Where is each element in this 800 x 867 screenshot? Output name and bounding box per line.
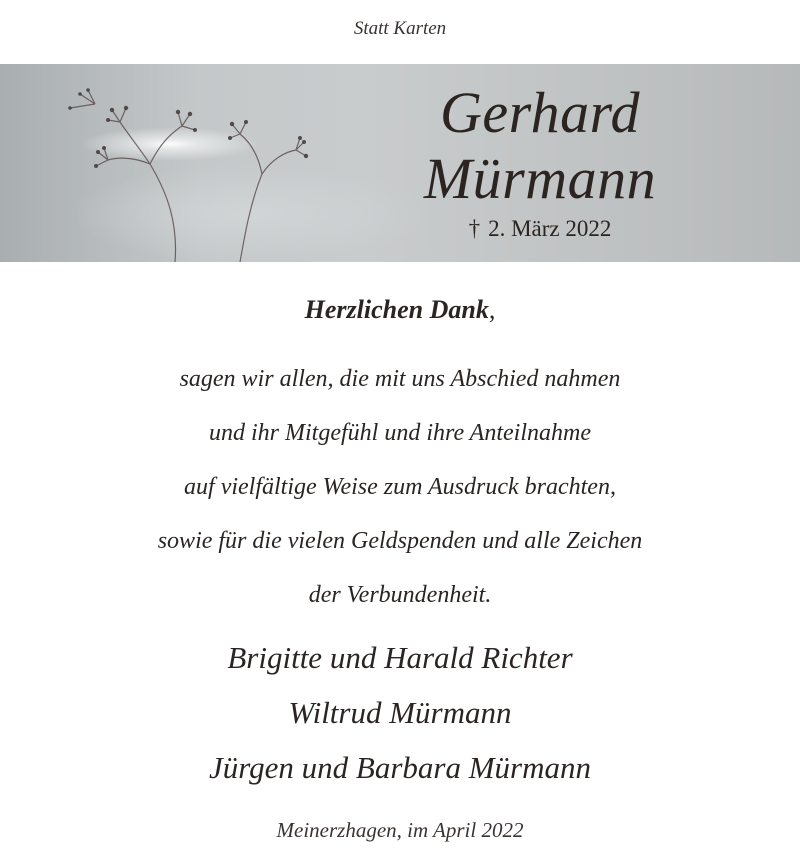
last-name: Mürmann [423,146,657,211]
death-date: 2. März 2022 [488,216,612,241]
header-banner [0,64,800,262]
dried-plant-image [0,64,360,262]
place-date: Meinerzhagen, im April 2022 [276,818,524,842]
death-line [360,216,720,242]
signer: Brigitte und Harald Richter [227,640,573,675]
body-line: sagen wir allen, die mit uns Abschied nahmen [179,366,621,392]
body-line: auf vielfältige Weise zum Ausdruck brachten, [184,474,616,500]
body-line: der Verbundenheit. [308,582,492,608]
cross-icon: † [468,216,481,241]
signer: Wiltrud Mürmann [288,695,512,730]
thanks-heading [0,295,800,325]
thanks-comma: , [488,295,496,324]
thanks-heading-text: Herzlichen Dank [304,295,489,324]
signer: Jürgen und Barbara Mürmann [208,750,592,785]
thanks-body [0,352,800,622]
pre-title: Statt Karten [353,18,447,39]
first-name: Gerhard [439,80,641,145]
body-line: und ihr Mitgefühl und ihre Anteilnahme [209,420,591,446]
body-line: sowie für die vielen Geldspenden und alle Zeichen [157,528,643,554]
signers-list [0,630,800,795]
